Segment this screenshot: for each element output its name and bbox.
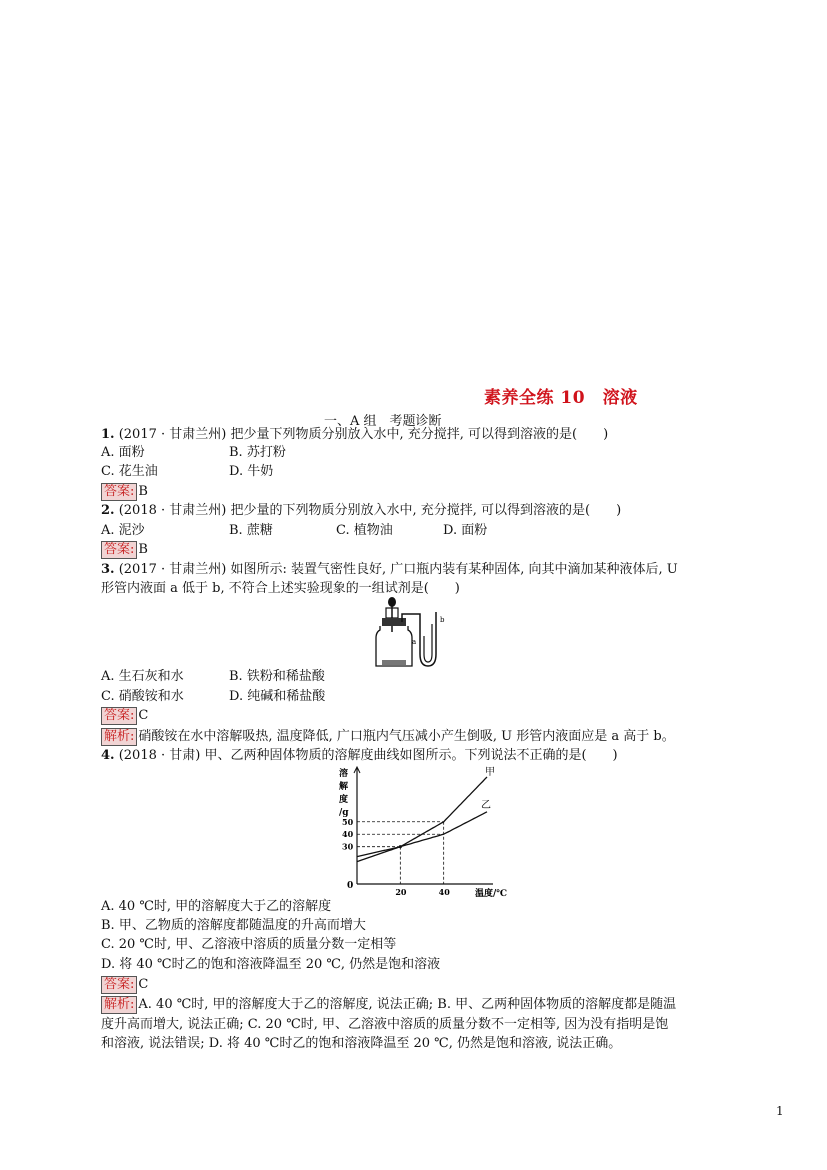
question-number: 3. [101, 562, 115, 577]
q2-option-a: A. 泥沙 [101, 523, 145, 538]
y-tick-label: 30 [342, 841, 354, 852]
answer-value: B [138, 542, 148, 557]
u-tube-inner [424, 624, 432, 662]
answer-value: C [138, 708, 149, 723]
y-tick-label: 50 [342, 816, 354, 827]
q4-option-a: A. 40 ℃时, 甲的溶解度大于乙的溶解度 [101, 899, 332, 914]
q2-option-c: C. 植物油 [336, 523, 393, 538]
q3-option-a: A. 生石灰和水 [101, 669, 184, 684]
q1-option-c: C. 花生油 [101, 464, 158, 479]
q2-option-b: B. 蔗糖 [229, 523, 273, 538]
question-text: (2017 · 甘肃兰州) 如图所示: 装置气密性良好, 广口瓶内装有某种固体, 向其中滴加某种液体后, U [114, 562, 678, 577]
analysis-label: 解析: [101, 728, 137, 746]
series-line-0 [357, 777, 487, 862]
series-label: 甲 [485, 766, 495, 778]
u-tube [402, 612, 436, 666]
answer-label: 答案: [101, 976, 137, 994]
answer-value: B [138, 484, 148, 499]
q1-option-b: B. 苏打粉 [229, 445, 286, 460]
x-tick-label: 40 [438, 887, 450, 897]
series-label: 乙 [481, 799, 491, 811]
q4-analysis-line2: 度升高而增大, 说法正确; C. 20 ℃时, 甲、乙溶液中溶质的质量分数不一定相等, 因为没有指明是饱 [101, 1017, 669, 1032]
solubility-chart [335, 764, 508, 900]
dropper-bulb [388, 597, 396, 607]
q4-analysis-line3: 和溶液, 说法错误; D. 将 40 ℃时乙的饱和溶液降温至 20 ℃, 仍然是饱和溶液, 说法正确。 [101, 1036, 622, 1051]
question-text: (2017 · 甘肃兰州) 把少量下列物质分别放入水中, 充分搅拌, 可以得到溶液的是( ) [114, 427, 609, 442]
analysis-label: 解析: [101, 996, 137, 1014]
x-tick-label: 20 [395, 887, 407, 897]
y-axis-label: 溶 [339, 769, 349, 779]
question-number: 4. [101, 748, 115, 763]
q4-option-d: D. 将 40 ℃时乙的饱和溶液降温至 20 ℃, 仍然是饱和溶液 [101, 957, 441, 972]
question-3-stem [101, 560, 678, 580]
answer-label: 答案: [101, 541, 137, 559]
q4-option-c: C. 20 ℃时, 甲、乙溶液中溶质的质量分数一定相等 [101, 937, 397, 952]
q1-answer [101, 482, 148, 502]
q3-option-c: C. 硝酸铵和水 [101, 689, 184, 704]
q2-option-d: D. 面粉 [443, 523, 488, 538]
page-title: 素养全练 10 溶液 [484, 388, 638, 408]
q1-option-a: A. 面粉 [101, 445, 145, 460]
y-tick-label: 40 [342, 829, 354, 840]
question-number: 2. [101, 503, 115, 518]
q4-analysis-line1 [101, 995, 676, 1015]
intersection-point [399, 845, 402, 848]
answer-label: 答案: [101, 483, 137, 501]
question-text: (2018 · 甘肃兰州) 把少量的下列物质分别放入水中, 充分搅拌, 可以得到溶液的是( ) [114, 503, 622, 518]
solid-in-bottle [382, 660, 406, 665]
x-axis-label: 温度/℃ [475, 889, 508, 899]
analysis-text: 硝酸铵在水中溶解吸热, 温度降低, 广口瓶内气压减小产生倒吸, U 形管内液面应是 a 高于 b。 [138, 729, 675, 744]
analysis-text: A. 40 ℃时, 甲的溶解度大于乙的溶解度, 说法正确; B. 甲、乙两种固体物质的溶解度都是随温 [138, 997, 677, 1012]
y-axis-label: 解 [339, 782, 349, 792]
origin-label: 0 [347, 881, 354, 891]
y-axis-label: /g [339, 808, 349, 818]
label-a: a [412, 638, 417, 646]
q4-answer [101, 975, 148, 995]
q4-option-b: B. 甲、乙物质的溶解度都随温度的升高而增大 [101, 918, 366, 933]
question-2-stem [101, 501, 621, 521]
question-1-stem [101, 425, 608, 445]
question-number: 1. [101, 427, 115, 442]
page-number: 1 [776, 1104, 784, 1118]
q3-option-b: B. 铁粉和稀盐酸 [229, 669, 325, 684]
y-axis-label: 度 [339, 795, 349, 805]
question-text: (2018 · 甘肃) 甲、乙两种固体物质的溶解度曲线如图所示。下列说法不正确的是( ) [114, 748, 618, 763]
label-b: b [440, 616, 445, 624]
answer-value: C [138, 977, 149, 992]
q1-option-d: D. 牛奶 [229, 464, 274, 479]
answer-label: 答案: [101, 707, 137, 725]
question-4-stem [101, 746, 618, 766]
section-heading: 一、A 组 考题诊断 [324, 414, 442, 429]
apparatus-figure [372, 596, 452, 670]
question-3-stem-line2: 形管内液面 a 低于 b, 不符合上述实验现象的一组试剂是( ) [101, 581, 460, 596]
q2-answer [101, 540, 148, 560]
q3-analysis [101, 727, 675, 747]
q3-option-d: D. 纯碱和稀盐酸 [229, 689, 326, 704]
q3-answer [101, 706, 148, 726]
